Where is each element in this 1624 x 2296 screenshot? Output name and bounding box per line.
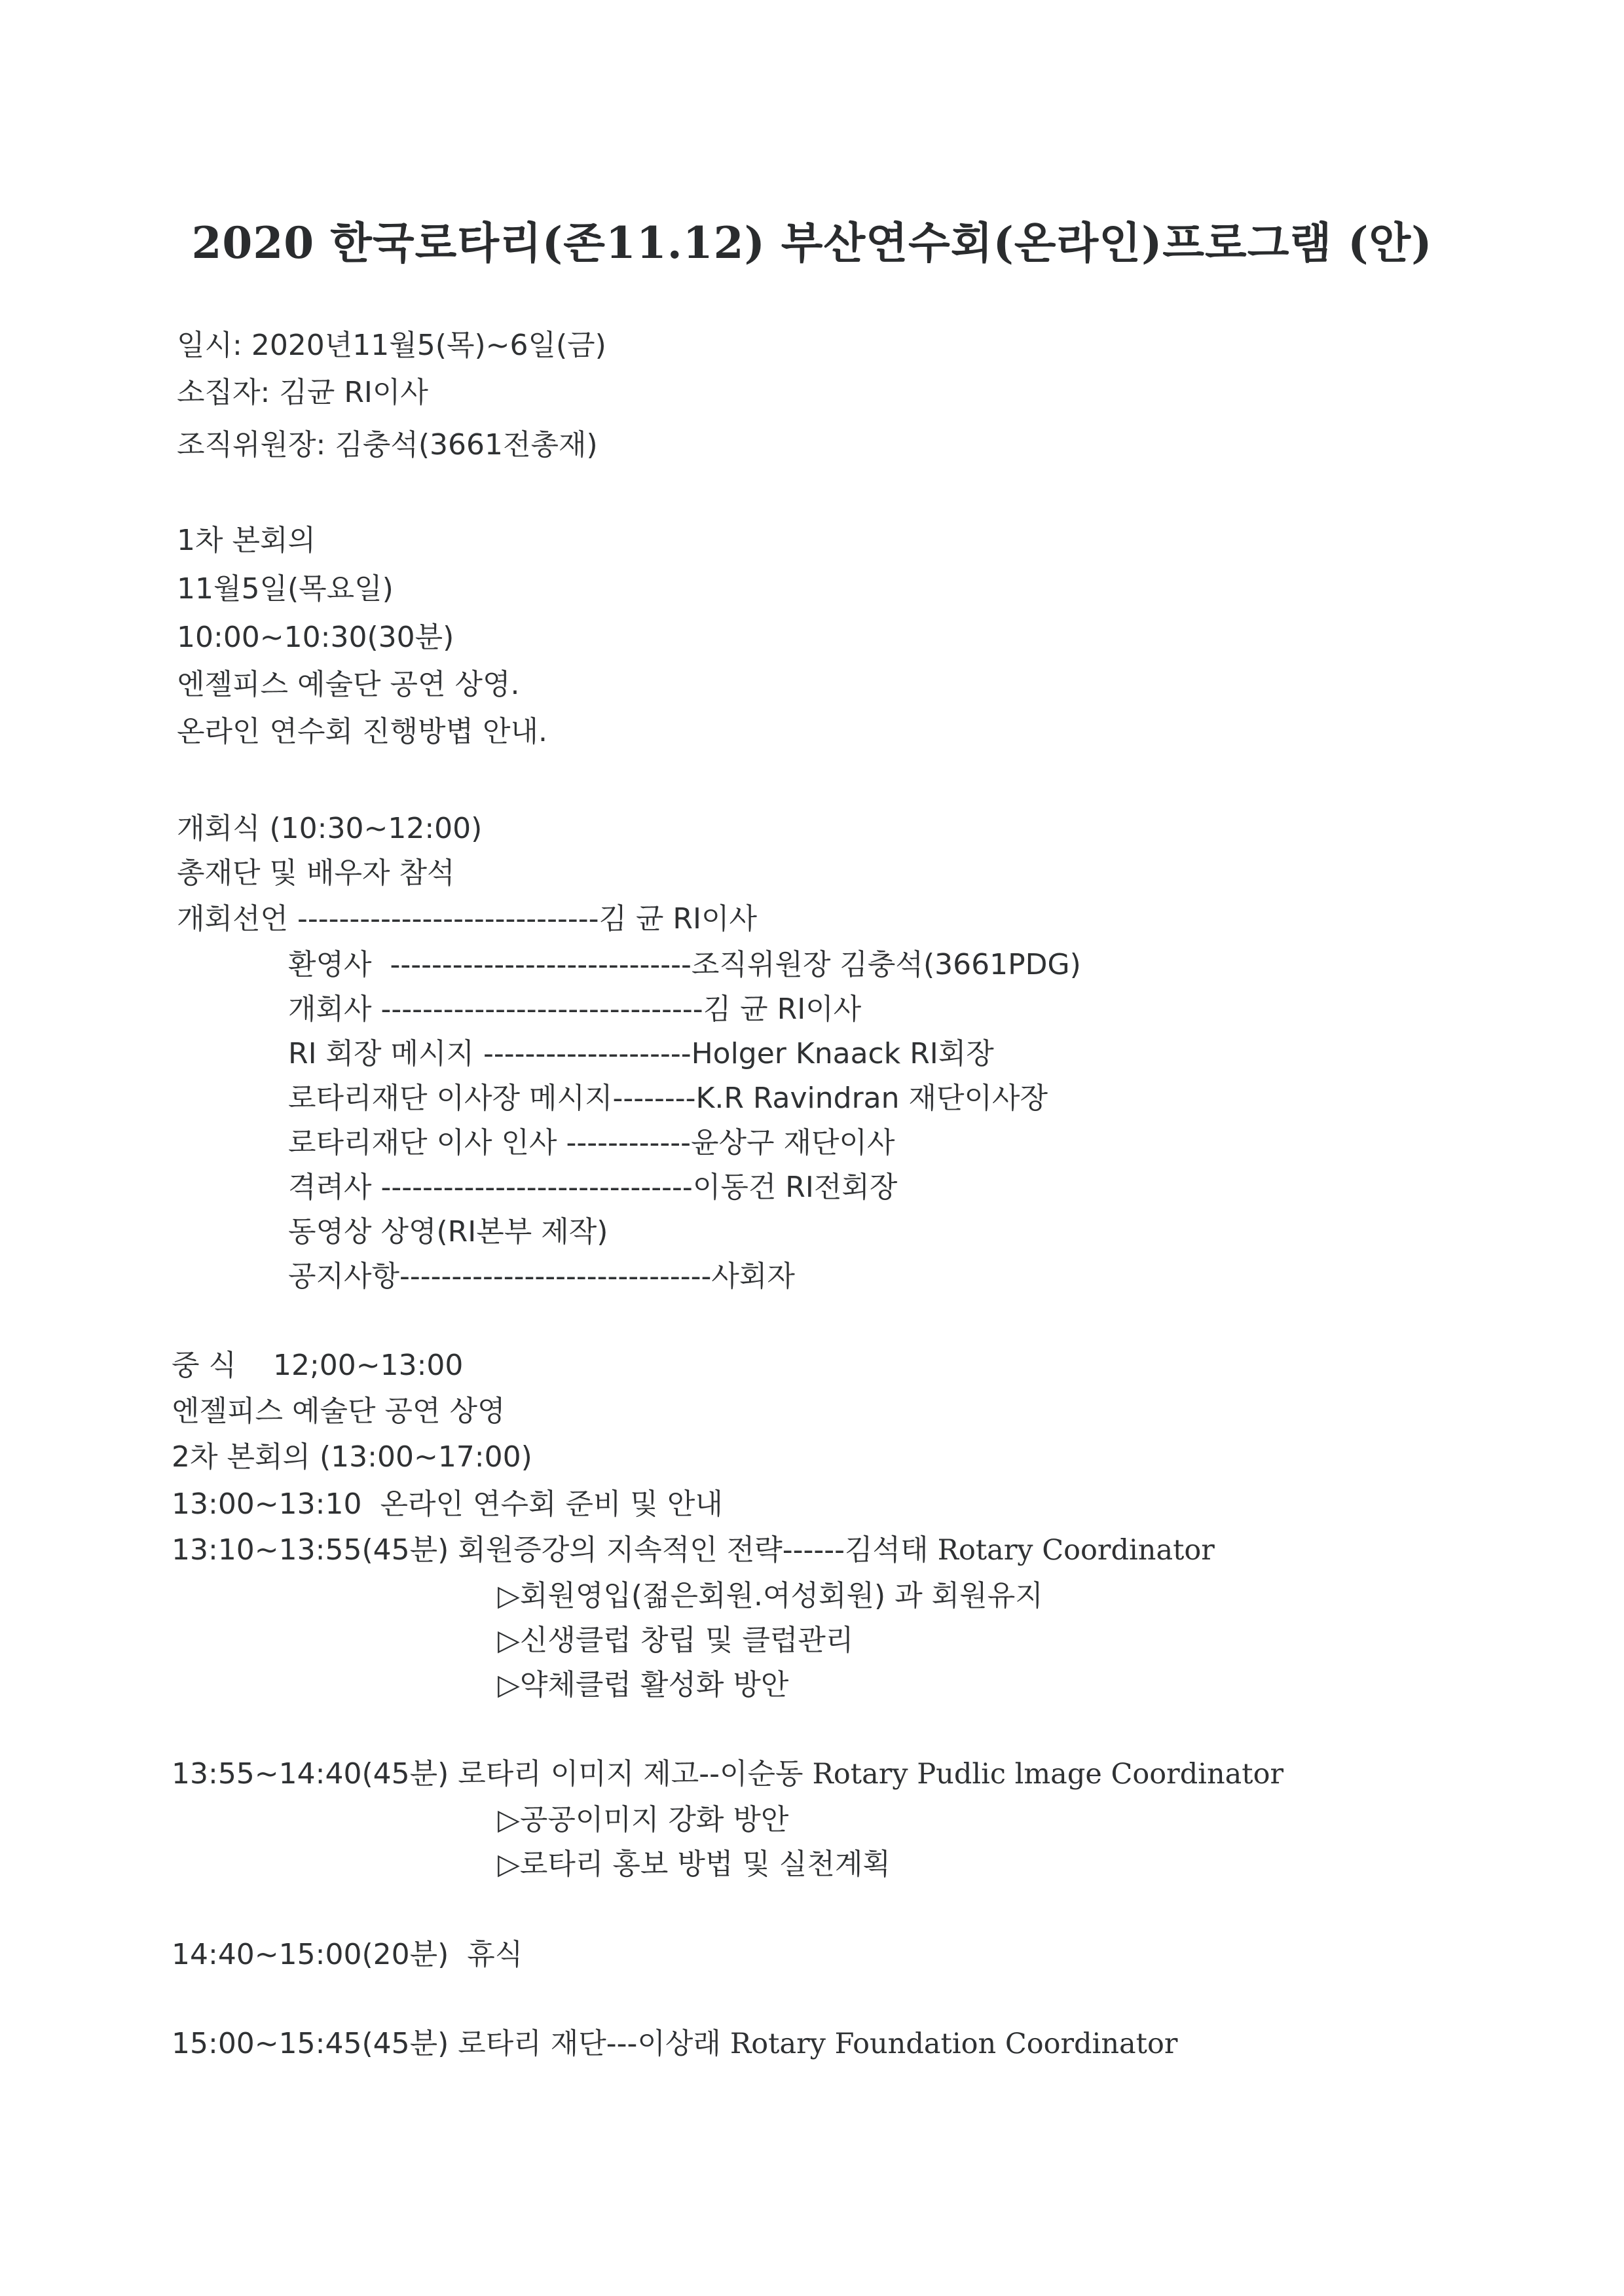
lunch-time: 12;00~13:00	[272, 1349, 464, 1382]
program-dashes: --------------------	[483, 1037, 692, 1070]
program-row	[288, 1258, 795, 1295]
session1-item: 엔젤피스 예술단 공연 상영.	[177, 668, 520, 701]
program-dashes: -----------------------------	[380, 948, 692, 981]
program-label: 동영상 상영(RI본부 제작)	[288, 1215, 608, 1248]
program-label: 공지사항	[288, 1260, 400, 1293]
event-date: 일시: 2020년11월5(목)~6일(금)	[177, 329, 606, 362]
program-speaker: 김 균 RI이사	[599, 902, 757, 936]
program-dashes: ------------------------------	[399, 1260, 712, 1293]
program-label: 격려사	[288, 1171, 381, 1204]
program-speaker: 윤상구 재단이사	[691, 1126, 895, 1159]
lunch-performance: 엔젤피스 예술단 공연 상영	[172, 1394, 506, 1428]
session1-time: 10:00~10:30(30분)	[177, 621, 454, 654]
program-label: 개회선언	[177, 902, 298, 936]
talk-point: ▷회원영입(젊은회원.여성회원) 과 회원유지	[498, 1579, 1043, 1613]
program-label: 로타리재단 이사 인사	[288, 1126, 566, 1159]
session1-item: 온라인 연수회 진행방볍 안내.	[177, 715, 547, 748]
talk-row	[172, 1532, 1215, 1569]
program-row	[288, 991, 861, 1028]
talk-role: Rotary Pudlic lmage Coordinator	[812, 1758, 1284, 1791]
program-dashes: -----------------------------	[297, 902, 599, 936]
program-row	[288, 947, 1081, 983]
program-dashes: --------	[612, 1082, 696, 1115]
program-label: RI 회장 메시지	[288, 1037, 484, 1070]
talk-point: ▷로타리 홍보 방법 및 실천계획	[498, 1848, 891, 1881]
program-row-declaration	[177, 901, 757, 938]
session1-title: 1차 본회의	[177, 524, 316, 557]
program-dashes: -------------------------------	[380, 993, 703, 1026]
program-row	[288, 1125, 895, 1161]
committee-chair: 조직위원장: 김충석(3661전총재)	[177, 428, 598, 462]
session1-date: 11월5일(목요일)	[177, 572, 394, 606]
program-speaker: 조직위원장 김충석(3661PDG)	[691, 948, 1081, 981]
talk-row	[172, 2026, 1177, 2062]
program-row	[288, 1169, 897, 1206]
session2-title: 2차 본회의 (13:00~17:00)	[172, 1440, 532, 1474]
program-label: 환영사	[288, 948, 381, 981]
program-row	[288, 1214, 608, 1250]
lunch-row	[172, 1347, 463, 1384]
program-speaker: 사회자	[711, 1260, 795, 1293]
talk-time: 13:55~14:40(45분) 로타리 이미지 제고--이순동	[172, 1757, 813, 1791]
program-speaker: Holger Knaack RI회장	[691, 1037, 994, 1070]
talk-row	[172, 1756, 1283, 1793]
talk-point: ▷약체클럽 활성화 방안	[498, 1668, 789, 1702]
program-label: 개회사	[288, 993, 381, 1026]
program-speaker: K.R Ravindran 재단이사장	[695, 1082, 1048, 1115]
opening-attendance: 총재단 및 배우자 참석	[177, 856, 455, 890]
talk-point: ▷신생클럽 창립 및 클럽관리	[498, 1624, 854, 1657]
program-speaker: 이동건 RI전회장	[692, 1171, 898, 1204]
talk-point: ▷공공이미지 강화 방안	[498, 1803, 789, 1836]
opening-title: 개회식 (10:30~12:00)	[177, 812, 483, 845]
program-row	[288, 1036, 994, 1072]
page-title: 2020 한국로타리(존11.12) 부산연수회(온라인)프로그램 (안)	[191, 217, 1433, 268]
convener: 소집자: 김균 RI이사	[177, 376, 428, 409]
program-row	[288, 1080, 1048, 1117]
session2-prep: 13:00~13:10 온라인 연수회 준비 및 안내	[172, 1487, 723, 1521]
program-speaker: 김 균 RI이사	[703, 993, 862, 1026]
break-row: 14:40~15:00(20분) 휴식	[172, 1938, 523, 1971]
talk-time: 13:10~13:55(45분) 회원증강의 지속적인 전략------김석태	[172, 1533, 938, 1567]
program-label: 로타리재단 이사장 메시지	[288, 1082, 613, 1115]
talk-role: Rotary Foundation Coordinator	[729, 2028, 1178, 2060]
lunch-label: 중 식	[172, 1349, 236, 1382]
program-dashes: ------------	[566, 1126, 692, 1159]
talk-role: Rotary Coordinator	[937, 1534, 1215, 1567]
program-dashes: ------------------------------	[380, 1171, 693, 1204]
talk-time: 15:00~15:45(45분) 로타리 재단---이상래	[172, 2027, 730, 2060]
